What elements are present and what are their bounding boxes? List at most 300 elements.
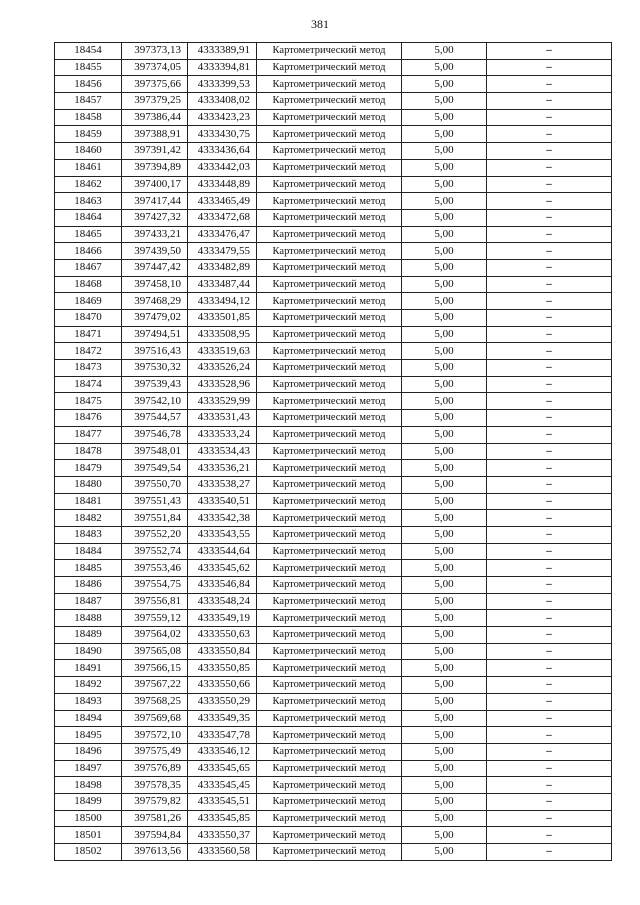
table-row — [55, 143, 612, 160]
dash-cell: – — [487, 627, 612, 644]
dash-cell: – — [487, 93, 612, 110]
method-cell: Картометрический метод — [257, 126, 402, 143]
x-coordinate-cell: 397542,10 — [122, 393, 188, 410]
point-number-cell: 18475 — [55, 393, 122, 410]
dash-cell: – — [487, 143, 612, 160]
accuracy-cell: 5,00 — [402, 793, 487, 810]
method-cell: Картометрический метод — [257, 493, 402, 510]
point-number-cell: 18488 — [55, 610, 122, 627]
point-number-cell: 18467 — [55, 259, 122, 276]
accuracy-cell: 5,00 — [402, 243, 487, 260]
table-row — [55, 510, 612, 527]
x-coordinate-cell: 397394,89 — [122, 159, 188, 176]
y-coordinate-cell: 4333472,68 — [188, 209, 257, 226]
method-cell: Картометрический метод — [257, 159, 402, 176]
table-row — [55, 476, 612, 493]
point-number-cell: 18461 — [55, 159, 122, 176]
table-row — [55, 226, 612, 243]
y-coordinate-cell: 4333550,85 — [188, 660, 257, 677]
method-cell: Картометрический метод — [257, 693, 402, 710]
method-cell: Картометрический метод — [257, 293, 402, 310]
x-coordinate-cell: 397564,02 — [122, 627, 188, 644]
dash-cell: – — [487, 326, 612, 343]
dash-cell: – — [487, 193, 612, 210]
method-cell: Картометрический метод — [257, 343, 402, 360]
x-coordinate-cell: 397458,10 — [122, 276, 188, 293]
dash-cell: – — [487, 777, 612, 794]
point-number-cell: 18491 — [55, 660, 122, 677]
point-number-cell: 18463 — [55, 193, 122, 210]
dash-cell: – — [487, 443, 612, 460]
accuracy-cell: 5,00 — [402, 510, 487, 527]
y-coordinate-cell: 4333545,85 — [188, 810, 257, 827]
point-number-cell: 18464 — [55, 209, 122, 226]
y-coordinate-cell: 4333399,53 — [188, 76, 257, 93]
accuracy-cell: 5,00 — [402, 326, 487, 343]
y-coordinate-cell: 4333550,29 — [188, 693, 257, 710]
point-number-cell: 18494 — [55, 710, 122, 727]
table-row — [55, 493, 612, 510]
x-coordinate-cell: 397546,78 — [122, 426, 188, 443]
method-cell: Картометрический метод — [257, 93, 402, 110]
dash-cell: – — [487, 560, 612, 577]
method-cell: Картометрический метод — [257, 426, 402, 443]
dash-cell: – — [487, 59, 612, 76]
dash-cell: – — [487, 360, 612, 377]
y-coordinate-cell: 4333560,58 — [188, 844, 257, 861]
accuracy-cell: 5,00 — [402, 710, 487, 727]
y-coordinate-cell: 4333430,75 — [188, 126, 257, 143]
table-row — [55, 810, 612, 827]
accuracy-cell: 5,00 — [402, 727, 487, 744]
x-coordinate-cell: 397575,49 — [122, 743, 188, 760]
point-number-cell: 18502 — [55, 844, 122, 861]
dash-cell: – — [487, 460, 612, 477]
x-coordinate-cell: 397568,25 — [122, 693, 188, 710]
y-coordinate-cell: 4333536,21 — [188, 460, 257, 477]
method-cell: Картометрический метод — [257, 643, 402, 660]
table-row — [55, 193, 612, 210]
dash-cell: – — [487, 293, 612, 310]
point-number-cell: 18468 — [55, 276, 122, 293]
method-cell: Картометрический метод — [257, 526, 402, 543]
dash-cell: – — [487, 827, 612, 844]
accuracy-cell: 5,00 — [402, 226, 487, 243]
accuracy-cell: 5,00 — [402, 460, 487, 477]
y-coordinate-cell: 4333547,78 — [188, 727, 257, 744]
table-row — [55, 727, 612, 744]
x-coordinate-cell: 397516,43 — [122, 343, 188, 360]
accuracy-cell: 5,00 — [402, 810, 487, 827]
x-coordinate-cell: 397613,56 — [122, 844, 188, 861]
accuracy-cell: 5,00 — [402, 526, 487, 543]
y-coordinate-cell: 4333448,89 — [188, 176, 257, 193]
table-row — [55, 93, 612, 110]
point-number-cell: 18483 — [55, 526, 122, 543]
x-coordinate-cell: 397556,81 — [122, 593, 188, 610]
accuracy-cell: 5,00 — [402, 176, 487, 193]
y-coordinate-cell: 4333519,63 — [188, 343, 257, 360]
accuracy-cell: 5,00 — [402, 209, 487, 226]
dash-cell: – — [487, 276, 612, 293]
accuracy-cell: 5,00 — [402, 577, 487, 594]
point-number-cell: 18479 — [55, 460, 122, 477]
dash-cell: – — [487, 126, 612, 143]
method-cell: Картометрический метод — [257, 209, 402, 226]
y-coordinate-cell: 4333550,63 — [188, 627, 257, 644]
point-number-cell: 18459 — [55, 126, 122, 143]
x-coordinate-cell: 397468,29 — [122, 293, 188, 310]
point-number-cell: 18474 — [55, 376, 122, 393]
y-coordinate-cell: 4333548,24 — [188, 593, 257, 610]
x-coordinate-cell: 397400,17 — [122, 176, 188, 193]
point-number-cell: 18455 — [55, 59, 122, 76]
method-cell: Картометрический метод — [257, 310, 402, 327]
dash-cell: – — [487, 76, 612, 93]
dash-cell: – — [487, 793, 612, 810]
x-coordinate-cell: 397576,89 — [122, 760, 188, 777]
dash-cell: – — [487, 693, 612, 710]
table-row — [55, 793, 612, 810]
x-coordinate-cell: 397567,22 — [122, 677, 188, 694]
method-cell: Картометрический метод — [257, 577, 402, 594]
point-number-cell: 18499 — [55, 793, 122, 810]
x-coordinate-cell: 397551,84 — [122, 510, 188, 527]
method-cell: Картометрический метод — [257, 59, 402, 76]
y-coordinate-cell: 4333436,64 — [188, 143, 257, 160]
x-coordinate-cell: 397552,74 — [122, 543, 188, 560]
y-coordinate-cell: 4333526,24 — [188, 360, 257, 377]
table-row — [55, 760, 612, 777]
x-coordinate-cell: 397417,44 — [122, 193, 188, 210]
y-coordinate-cell: 4333487,44 — [188, 276, 257, 293]
table-row — [55, 293, 612, 310]
table-row — [55, 209, 612, 226]
table-row — [55, 126, 612, 143]
accuracy-cell: 5,00 — [402, 159, 487, 176]
accuracy-cell: 5,00 — [402, 660, 487, 677]
point-number-cell: 18497 — [55, 760, 122, 777]
x-coordinate-cell: 397578,35 — [122, 777, 188, 794]
accuracy-cell: 5,00 — [402, 43, 487, 60]
accuracy-cell: 5,00 — [402, 677, 487, 694]
y-coordinate-cell: 4333546,12 — [188, 743, 257, 760]
point-number-cell: 18501 — [55, 827, 122, 844]
point-number-cell: 18484 — [55, 543, 122, 560]
table-row — [55, 610, 612, 627]
method-cell: Картометрический метод — [257, 226, 402, 243]
method-cell: Картометрический метод — [257, 376, 402, 393]
x-coordinate-cell: 397565,08 — [122, 643, 188, 660]
method-cell: Картометрический метод — [257, 677, 402, 694]
dash-cell: – — [487, 660, 612, 677]
method-cell: Картометрический метод — [257, 610, 402, 627]
y-coordinate-cell: 4333543,55 — [188, 526, 257, 543]
dash-cell: – — [487, 526, 612, 543]
x-coordinate-cell: 397549,54 — [122, 460, 188, 477]
y-coordinate-cell: 4333531,43 — [188, 410, 257, 427]
table-row — [55, 660, 612, 677]
x-coordinate-cell: 397427,32 — [122, 209, 188, 226]
point-number-cell: 18487 — [55, 593, 122, 610]
table-row — [55, 593, 612, 610]
x-coordinate-cell: 397594,84 — [122, 827, 188, 844]
x-coordinate-cell: 397572,10 — [122, 727, 188, 744]
table-row — [55, 460, 612, 477]
x-coordinate-cell: 397550,70 — [122, 476, 188, 493]
point-number-cell: 18466 — [55, 243, 122, 260]
y-coordinate-cell: 4333465,49 — [188, 193, 257, 210]
y-coordinate-cell: 4333549,35 — [188, 710, 257, 727]
x-coordinate-cell: 397386,44 — [122, 109, 188, 126]
table-row — [55, 677, 612, 694]
accuracy-cell: 5,00 — [402, 777, 487, 794]
method-cell: Картометрический метод — [257, 593, 402, 610]
table-row — [55, 543, 612, 560]
dash-cell: – — [487, 310, 612, 327]
table-row — [55, 259, 612, 276]
method-cell: Картометрический метод — [257, 476, 402, 493]
accuracy-cell: 5,00 — [402, 476, 487, 493]
y-coordinate-cell: 4333542,38 — [188, 510, 257, 527]
point-number-cell: 18472 — [55, 343, 122, 360]
accuracy-cell: 5,00 — [402, 410, 487, 427]
dash-cell: – — [487, 677, 612, 694]
dash-cell: – — [487, 760, 612, 777]
table-row — [55, 577, 612, 594]
table-row — [55, 76, 612, 93]
method-cell: Картометрический метод — [257, 193, 402, 210]
y-coordinate-cell: 4333508,95 — [188, 326, 257, 343]
table-row — [55, 627, 612, 644]
y-coordinate-cell: 4333550,66 — [188, 677, 257, 694]
point-number-cell: 18469 — [55, 293, 122, 310]
x-coordinate-cell: 397552,20 — [122, 526, 188, 543]
x-coordinate-cell: 397579,82 — [122, 793, 188, 810]
table-row — [55, 176, 612, 193]
dash-cell: – — [487, 593, 612, 610]
table-row — [55, 743, 612, 760]
table-row — [55, 844, 612, 861]
table-row — [55, 343, 612, 360]
method-cell: Картометрический метод — [257, 727, 402, 744]
table-row — [55, 243, 612, 260]
accuracy-cell: 5,00 — [402, 560, 487, 577]
x-coordinate-cell: 397439,50 — [122, 243, 188, 260]
table-row — [55, 443, 612, 460]
y-coordinate-cell: 4333545,62 — [188, 560, 257, 577]
method-cell: Картометрический метод — [257, 43, 402, 60]
method-cell: Картометрический метод — [257, 777, 402, 794]
dash-cell: – — [487, 743, 612, 760]
accuracy-cell: 5,00 — [402, 376, 487, 393]
method-cell: Картометрический метод — [257, 76, 402, 93]
table-row — [55, 109, 612, 126]
x-coordinate-cell: 397374,05 — [122, 59, 188, 76]
point-number-cell: 18493 — [55, 693, 122, 710]
table-row — [55, 276, 612, 293]
accuracy-cell: 5,00 — [402, 693, 487, 710]
table-row — [55, 59, 612, 76]
point-number-cell: 18470 — [55, 310, 122, 327]
accuracy-cell: 5,00 — [402, 543, 487, 560]
point-number-cell: 18473 — [55, 360, 122, 377]
x-coordinate-cell: 397373,13 — [122, 43, 188, 60]
point-number-cell: 18465 — [55, 226, 122, 243]
table-row — [55, 426, 612, 443]
accuracy-cell: 5,00 — [402, 493, 487, 510]
x-coordinate-cell: 397530,32 — [122, 360, 188, 377]
method-cell: Картометрический метод — [257, 393, 402, 410]
method-cell: Картометрический метод — [257, 793, 402, 810]
y-coordinate-cell: 4333549,19 — [188, 610, 257, 627]
point-number-cell: 18458 — [55, 109, 122, 126]
method-cell: Картометрический метод — [257, 109, 402, 126]
y-coordinate-cell: 4333494,12 — [188, 293, 257, 310]
y-coordinate-cell: 4333408,02 — [188, 93, 257, 110]
x-coordinate-cell: 397433,21 — [122, 226, 188, 243]
coordinates-table — [54, 42, 612, 861]
dash-cell: – — [487, 243, 612, 260]
y-coordinate-cell: 4333546,84 — [188, 577, 257, 594]
x-coordinate-cell: 397581,26 — [122, 810, 188, 827]
point-number-cell: 18476 — [55, 410, 122, 427]
x-coordinate-cell: 397551,43 — [122, 493, 188, 510]
dash-cell: – — [487, 727, 612, 744]
method-cell: Картометрический метод — [257, 410, 402, 427]
table-row — [55, 710, 612, 727]
dash-cell: – — [487, 493, 612, 510]
point-number-cell: 18486 — [55, 577, 122, 594]
accuracy-cell: 5,00 — [402, 443, 487, 460]
method-cell: Картометрический метод — [257, 460, 402, 477]
method-cell: Картометрический метод — [257, 743, 402, 760]
accuracy-cell: 5,00 — [402, 627, 487, 644]
x-coordinate-cell: 397391,42 — [122, 143, 188, 160]
method-cell: Картометрический метод — [257, 660, 402, 677]
table-row — [55, 643, 612, 660]
table-row — [55, 693, 612, 710]
dash-cell: – — [487, 643, 612, 660]
y-coordinate-cell: 4333394,81 — [188, 59, 257, 76]
accuracy-cell: 5,00 — [402, 126, 487, 143]
dash-cell: – — [487, 259, 612, 276]
point-number-cell: 18482 — [55, 510, 122, 527]
accuracy-cell: 5,00 — [402, 293, 487, 310]
dash-cell: – — [487, 376, 612, 393]
point-number-cell: 18471 — [55, 326, 122, 343]
accuracy-cell: 5,00 — [402, 827, 487, 844]
table-row — [55, 827, 612, 844]
y-coordinate-cell: 4333550,84 — [188, 643, 257, 660]
y-coordinate-cell: 4333423,23 — [188, 109, 257, 126]
point-number-cell: 18462 — [55, 176, 122, 193]
accuracy-cell: 5,00 — [402, 109, 487, 126]
method-cell: Картометрический метод — [257, 710, 402, 727]
point-number-cell: 18481 — [55, 493, 122, 510]
page-number: 381 — [311, 17, 329, 31]
y-coordinate-cell: 4333476,47 — [188, 226, 257, 243]
y-coordinate-cell: 4333482,89 — [188, 259, 257, 276]
y-coordinate-cell: 4333529,99 — [188, 393, 257, 410]
accuracy-cell: 5,00 — [402, 360, 487, 377]
accuracy-cell: 5,00 — [402, 259, 487, 276]
point-number-cell: 18478 — [55, 443, 122, 460]
dash-cell: – — [487, 209, 612, 226]
x-coordinate-cell: 397388,91 — [122, 126, 188, 143]
accuracy-cell: 5,00 — [402, 59, 487, 76]
accuracy-cell: 5,00 — [402, 143, 487, 160]
method-cell: Картометрический метод — [257, 276, 402, 293]
method-cell: Картометрический метод — [257, 243, 402, 260]
method-cell: Картометрический метод — [257, 543, 402, 560]
point-number-cell: 18460 — [55, 143, 122, 160]
coordinates-table-body — [55, 43, 612, 861]
point-number-cell: 18498 — [55, 777, 122, 794]
method-cell: Картометрический метод — [257, 143, 402, 160]
point-number-cell: 18454 — [55, 43, 122, 60]
dash-cell: – — [487, 176, 612, 193]
table-row — [55, 393, 612, 410]
accuracy-cell: 5,00 — [402, 76, 487, 93]
table-row — [55, 777, 612, 794]
point-number-cell: 18480 — [55, 476, 122, 493]
dash-cell: – — [487, 577, 612, 594]
x-coordinate-cell: 397553,46 — [122, 560, 188, 577]
accuracy-cell: 5,00 — [402, 743, 487, 760]
y-coordinate-cell: 4333501,85 — [188, 310, 257, 327]
x-coordinate-cell: 397569,68 — [122, 710, 188, 727]
method-cell: Картометрический метод — [257, 176, 402, 193]
y-coordinate-cell: 4333544,64 — [188, 543, 257, 560]
y-coordinate-cell: 4333545,65 — [188, 760, 257, 777]
method-cell: Картометрический метод — [257, 760, 402, 777]
point-number-cell: 18485 — [55, 560, 122, 577]
method-cell: Картометрический метод — [257, 627, 402, 644]
y-coordinate-cell: 4333479,55 — [188, 243, 257, 260]
method-cell: Картометрический метод — [257, 443, 402, 460]
y-coordinate-cell: 4333528,96 — [188, 376, 257, 393]
dash-cell: – — [487, 510, 612, 527]
x-coordinate-cell: 397494,51 — [122, 326, 188, 343]
point-number-cell: 18500 — [55, 810, 122, 827]
method-cell: Картометрический метод — [257, 844, 402, 861]
point-number-cell: 18477 — [55, 426, 122, 443]
point-number-cell: 18492 — [55, 677, 122, 694]
method-cell: Картометрический метод — [257, 360, 402, 377]
dash-cell: – — [487, 109, 612, 126]
dash-cell: – — [487, 410, 612, 427]
method-cell: Картометрический метод — [257, 827, 402, 844]
y-coordinate-cell: 4333540,51 — [188, 493, 257, 510]
table-row — [55, 526, 612, 543]
point-number-cell: 18490 — [55, 643, 122, 660]
dash-cell: – — [487, 476, 612, 493]
accuracy-cell: 5,00 — [402, 643, 487, 660]
point-number-cell: 18489 — [55, 627, 122, 644]
table-row — [55, 560, 612, 577]
dash-cell: – — [487, 610, 612, 627]
dash-cell: – — [487, 226, 612, 243]
method-cell: Картометрический метод — [257, 259, 402, 276]
table-row — [55, 159, 612, 176]
table-row — [55, 410, 612, 427]
x-coordinate-cell: 397554,75 — [122, 577, 188, 594]
table-row — [55, 360, 612, 377]
dash-cell: – — [487, 844, 612, 861]
x-coordinate-cell: 397566,15 — [122, 660, 188, 677]
accuracy-cell: 5,00 — [402, 310, 487, 327]
